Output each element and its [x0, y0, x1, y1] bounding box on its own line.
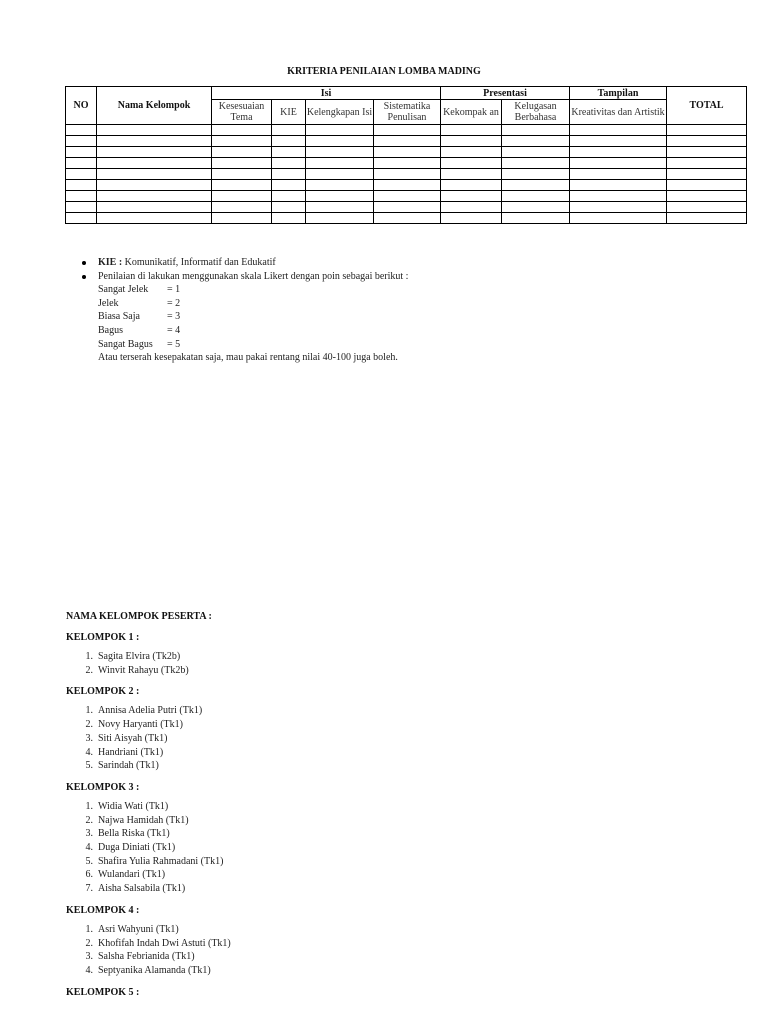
header-kelugasan-berbahasa: Kelugasan Berbahasa — [502, 100, 570, 125]
table-cell — [306, 202, 374, 213]
header-kekompakan: Kekompak an — [441, 100, 502, 125]
member-name: Khofifah Indah Dwi Astuti (Tk1) — [98, 937, 231, 949]
header-group-isi: Isi — [212, 87, 441, 100]
table-cell — [667, 202, 747, 213]
list-number: 5. — [85, 760, 98, 772]
member-name: Asri Wahyuni (Tk1) — [98, 923, 179, 935]
table-cell — [212, 147, 272, 158]
table-cell — [272, 202, 306, 213]
table-cell — [212, 213, 272, 224]
header-kreativitas-artistik: Kreativitas dan Artistik — [570, 100, 667, 125]
page-title: KRITERIA PENILAIAN LOMBA MADING — [287, 66, 481, 77]
likert-scale-item — [98, 297, 742, 311]
table-cell — [306, 169, 374, 180]
list-item — [66, 868, 726, 882]
list-item — [66, 664, 726, 678]
group-heading: KELOMPOK 3 : — [66, 781, 140, 793]
table-cell — [212, 136, 272, 147]
list-number: 5. — [85, 855, 98, 867]
table-cell — [502, 158, 570, 169]
member-list — [66, 704, 726, 773]
header-kie: KIE — [272, 100, 306, 125]
member-name: Siti Aisyah (Tk1) — [98, 732, 168, 744]
list-number: 7. — [85, 883, 98, 895]
table-cell — [502, 202, 570, 213]
table-cell — [272, 147, 306, 158]
table-cell — [272, 191, 306, 202]
likert-scale-item — [98, 283, 742, 297]
table-cell — [97, 180, 212, 191]
table-cell — [97, 169, 212, 180]
table-cell — [374, 202, 441, 213]
likert-intro: Penilaian di lakukan menggunakan skala Likert dengan poin sebagai berikut : — [98, 270, 409, 282]
member-name: Widia Wati (Tk1) — [98, 800, 169, 812]
table-cell — [97, 191, 212, 202]
table-cell — [502, 180, 570, 191]
list-number: 4. — [85, 842, 98, 854]
bullet-icon — [82, 261, 86, 265]
list-number: 3. — [85, 951, 98, 963]
table-row — [66, 202, 747, 213]
table-cell — [66, 180, 97, 191]
table-cell — [272, 180, 306, 191]
list-number: 2. — [85, 937, 98, 949]
list-number: 6. — [85, 869, 98, 881]
list-number: 4. — [85, 964, 98, 976]
table-cell — [66, 169, 97, 180]
table-row — [66, 158, 747, 169]
table-cell — [570, 202, 667, 213]
list-item — [66, 937, 726, 951]
table-cell — [212, 158, 272, 169]
likert-scale-item — [98, 338, 742, 352]
kie-definition: Komunikatif, Informatif dan Edukatif — [122, 257, 276, 268]
table-cell — [66, 158, 97, 169]
list-item — [66, 882, 726, 896]
table-cell — [441, 125, 502, 136]
list-item — [66, 704, 726, 718]
table-cell — [441, 180, 502, 191]
table-cell — [374, 158, 441, 169]
table-cell — [441, 191, 502, 202]
scale-value: = 4 — [167, 324, 181, 336]
header-group-tampilan: Tampilan — [570, 87, 667, 100]
table-cell — [306, 147, 374, 158]
table-cell — [441, 136, 502, 147]
member-name: Sagita Elvira (Tk2b) — [98, 651, 181, 662]
scale-label: Biasa Saja — [98, 311, 140, 323]
table-cell — [667, 136, 747, 147]
table-cell — [212, 180, 272, 191]
list-number: 3. — [85, 732, 98, 744]
table-cell — [374, 125, 441, 136]
table-cell — [97, 158, 212, 169]
table-cell — [97, 136, 212, 147]
table-cell — [306, 213, 374, 224]
table-cell — [66, 202, 97, 213]
table-cell — [374, 191, 441, 202]
table-cell — [570, 191, 667, 202]
member-name: Winvit Rahayu (Tk2b) — [98, 664, 189, 676]
scale-value: = 3 — [167, 311, 181, 323]
kie-label: KIE : — [98, 257, 123, 268]
table-row — [66, 125, 747, 136]
table-cell — [272, 136, 306, 147]
list-number: 3. — [85, 828, 98, 840]
list-number: 2. — [85, 814, 98, 826]
member-name: Handriani (Tk1) — [98, 746, 164, 758]
table-cell — [441, 213, 502, 224]
table-cell — [667, 125, 747, 136]
table-cell — [667, 191, 747, 202]
likert-scale-item — [98, 310, 742, 324]
table-cell — [374, 136, 441, 147]
member-name: Bella Riska (Tk1) — [98, 828, 170, 840]
table-cell — [570, 158, 667, 169]
header-no: NO — [66, 87, 97, 125]
member-name: Salsha Febrianida (Tk1) — [98, 951, 195, 963]
table-cell — [502, 136, 570, 147]
list-item — [66, 718, 726, 732]
table-row — [66, 191, 747, 202]
list-number: 1. — [85, 800, 98, 812]
table-row — [66, 180, 747, 191]
table-cell — [570, 169, 667, 180]
list-item — [66, 800, 726, 814]
scoring-table — [65, 86, 747, 224]
scale-label: Jelek — [98, 297, 119, 309]
likert-note — [82, 270, 742, 284]
table-cell — [502, 191, 570, 202]
table-row — [66, 169, 747, 180]
table-row — [66, 213, 747, 224]
list-number: 2. — [85, 719, 98, 731]
list-item — [66, 827, 726, 841]
list-item — [66, 964, 726, 978]
header-total: TOTAL — [667, 87, 747, 125]
table-cell — [212, 191, 272, 202]
table-cell — [212, 125, 272, 136]
table-cell — [97, 147, 212, 158]
group-heading: KELOMPOK 5 : — [66, 986, 140, 998]
table-cell — [272, 125, 306, 136]
list-item — [66, 814, 726, 828]
group-heading: KELOMPOK 1 : — [66, 632, 140, 643]
header-group-presentasi: Presentasi — [441, 87, 570, 100]
member-list — [66, 923, 726, 978]
table-cell — [570, 125, 667, 136]
table-cell — [667, 180, 747, 191]
list-item — [66, 650, 726, 664]
group-heading: KELOMPOK 4 : — [66, 904, 140, 916]
scale-label: Bagus — [98, 324, 123, 336]
table-cell — [570, 180, 667, 191]
header-kelengkapan-isi: Kelengkapan Isi — [306, 100, 374, 125]
table-cell — [570, 213, 667, 224]
bullet-icon — [82, 275, 86, 279]
table-cell — [66, 125, 97, 136]
scale-label: Sangat Jelek — [98, 284, 149, 296]
likert-scale-list — [82, 283, 742, 351]
table-cell — [667, 158, 747, 169]
table-cell — [306, 158, 374, 169]
scale-value: = 2 — [167, 297, 181, 309]
list-item — [66, 746, 726, 760]
table-cell — [441, 202, 502, 213]
member-name: Duga Diniati (Tk1) — [98, 842, 176, 854]
table-cell — [272, 213, 306, 224]
table-row — [66, 136, 747, 147]
header-nama-kelompok: Nama Kelompok — [97, 87, 212, 125]
participants-heading: NAMA KELOMPOK PESERTA : — [66, 611, 212, 622]
participants-section — [66, 610, 726, 999]
member-name: Novy Haryanti (Tk1) — [98, 719, 183, 731]
member-name: Aisha Salsabila (Tk1) — [98, 883, 186, 895]
member-list — [66, 650, 726, 677]
scale-value: = 5 — [167, 338, 181, 350]
kie-note — [82, 256, 742, 270]
alt-range-note: Atau terserah kesepakatan saja, mau pakai rentang nilai 40-100 juga boleh. — [98, 352, 398, 364]
table-cell — [570, 147, 667, 158]
groups-list — [66, 631, 726, 999]
table-cell — [441, 169, 502, 180]
scale-value: = 1 — [167, 284, 181, 296]
scoring-table-body — [66, 125, 747, 224]
table-cell — [66, 136, 97, 147]
list-item — [66, 923, 726, 937]
table-cell — [441, 147, 502, 158]
table-cell — [66, 191, 97, 202]
table-cell — [97, 202, 212, 213]
table-cell — [667, 147, 747, 158]
table-cell — [374, 213, 441, 224]
member-name: Najwa Hamidah (Tk1) — [98, 814, 189, 826]
table-row — [66, 147, 747, 158]
list-number: 4. — [85, 746, 98, 758]
table-cell — [306, 125, 374, 136]
list-number: 1. — [85, 923, 98, 935]
member-list — [66, 800, 726, 896]
table-cell — [66, 147, 97, 158]
table-cell — [502, 147, 570, 158]
member-name: Septyanika Alamanda (Tk1) — [98, 964, 211, 976]
table-cell — [667, 169, 747, 180]
table-cell — [212, 202, 272, 213]
table-cell — [97, 213, 212, 224]
table-cell — [441, 158, 502, 169]
table-cell — [502, 213, 570, 224]
header-sistematika-penulisan: Sistematika Penulisan — [374, 100, 441, 125]
member-name: Wulandari (Tk1) — [98, 869, 166, 881]
table-cell — [272, 169, 306, 180]
list-number: 2. — [85, 664, 98, 676]
table-cell — [374, 147, 441, 158]
list-item — [66, 855, 726, 869]
list-item — [66, 950, 726, 964]
table-cell — [212, 169, 272, 180]
list-number: 1. — [85, 651, 98, 662]
notes-section — [82, 256, 742, 365]
header-kesesuaian-tema: Kesesuaian Tema — [212, 100, 272, 125]
table-cell — [272, 158, 306, 169]
list-number: 1. — [85, 705, 98, 717]
scale-label: Sangat Bagus — [98, 338, 153, 350]
member-name: Sarindah (Tk1) — [98, 760, 159, 772]
table-cell — [66, 213, 97, 224]
table-cell — [306, 191, 374, 202]
group-heading: KELOMPOK 2 : — [66, 686, 140, 698]
table-cell — [306, 136, 374, 147]
list-item — [66, 732, 726, 746]
table-cell — [667, 213, 747, 224]
table-cell — [502, 125, 570, 136]
likert-scale-item — [98, 324, 742, 338]
member-name: Shafira Yulia Rahmadani (Tk1) — [98, 855, 224, 867]
table-cell — [570, 136, 667, 147]
list-item — [66, 841, 726, 855]
table-cell — [374, 180, 441, 191]
table-cell — [306, 180, 374, 191]
list-item — [66, 759, 726, 773]
table-cell — [502, 169, 570, 180]
member-name: Annisa Adelia Putri (Tk1) — [98, 705, 203, 717]
table-cell — [374, 169, 441, 180]
table-cell — [97, 125, 212, 136]
